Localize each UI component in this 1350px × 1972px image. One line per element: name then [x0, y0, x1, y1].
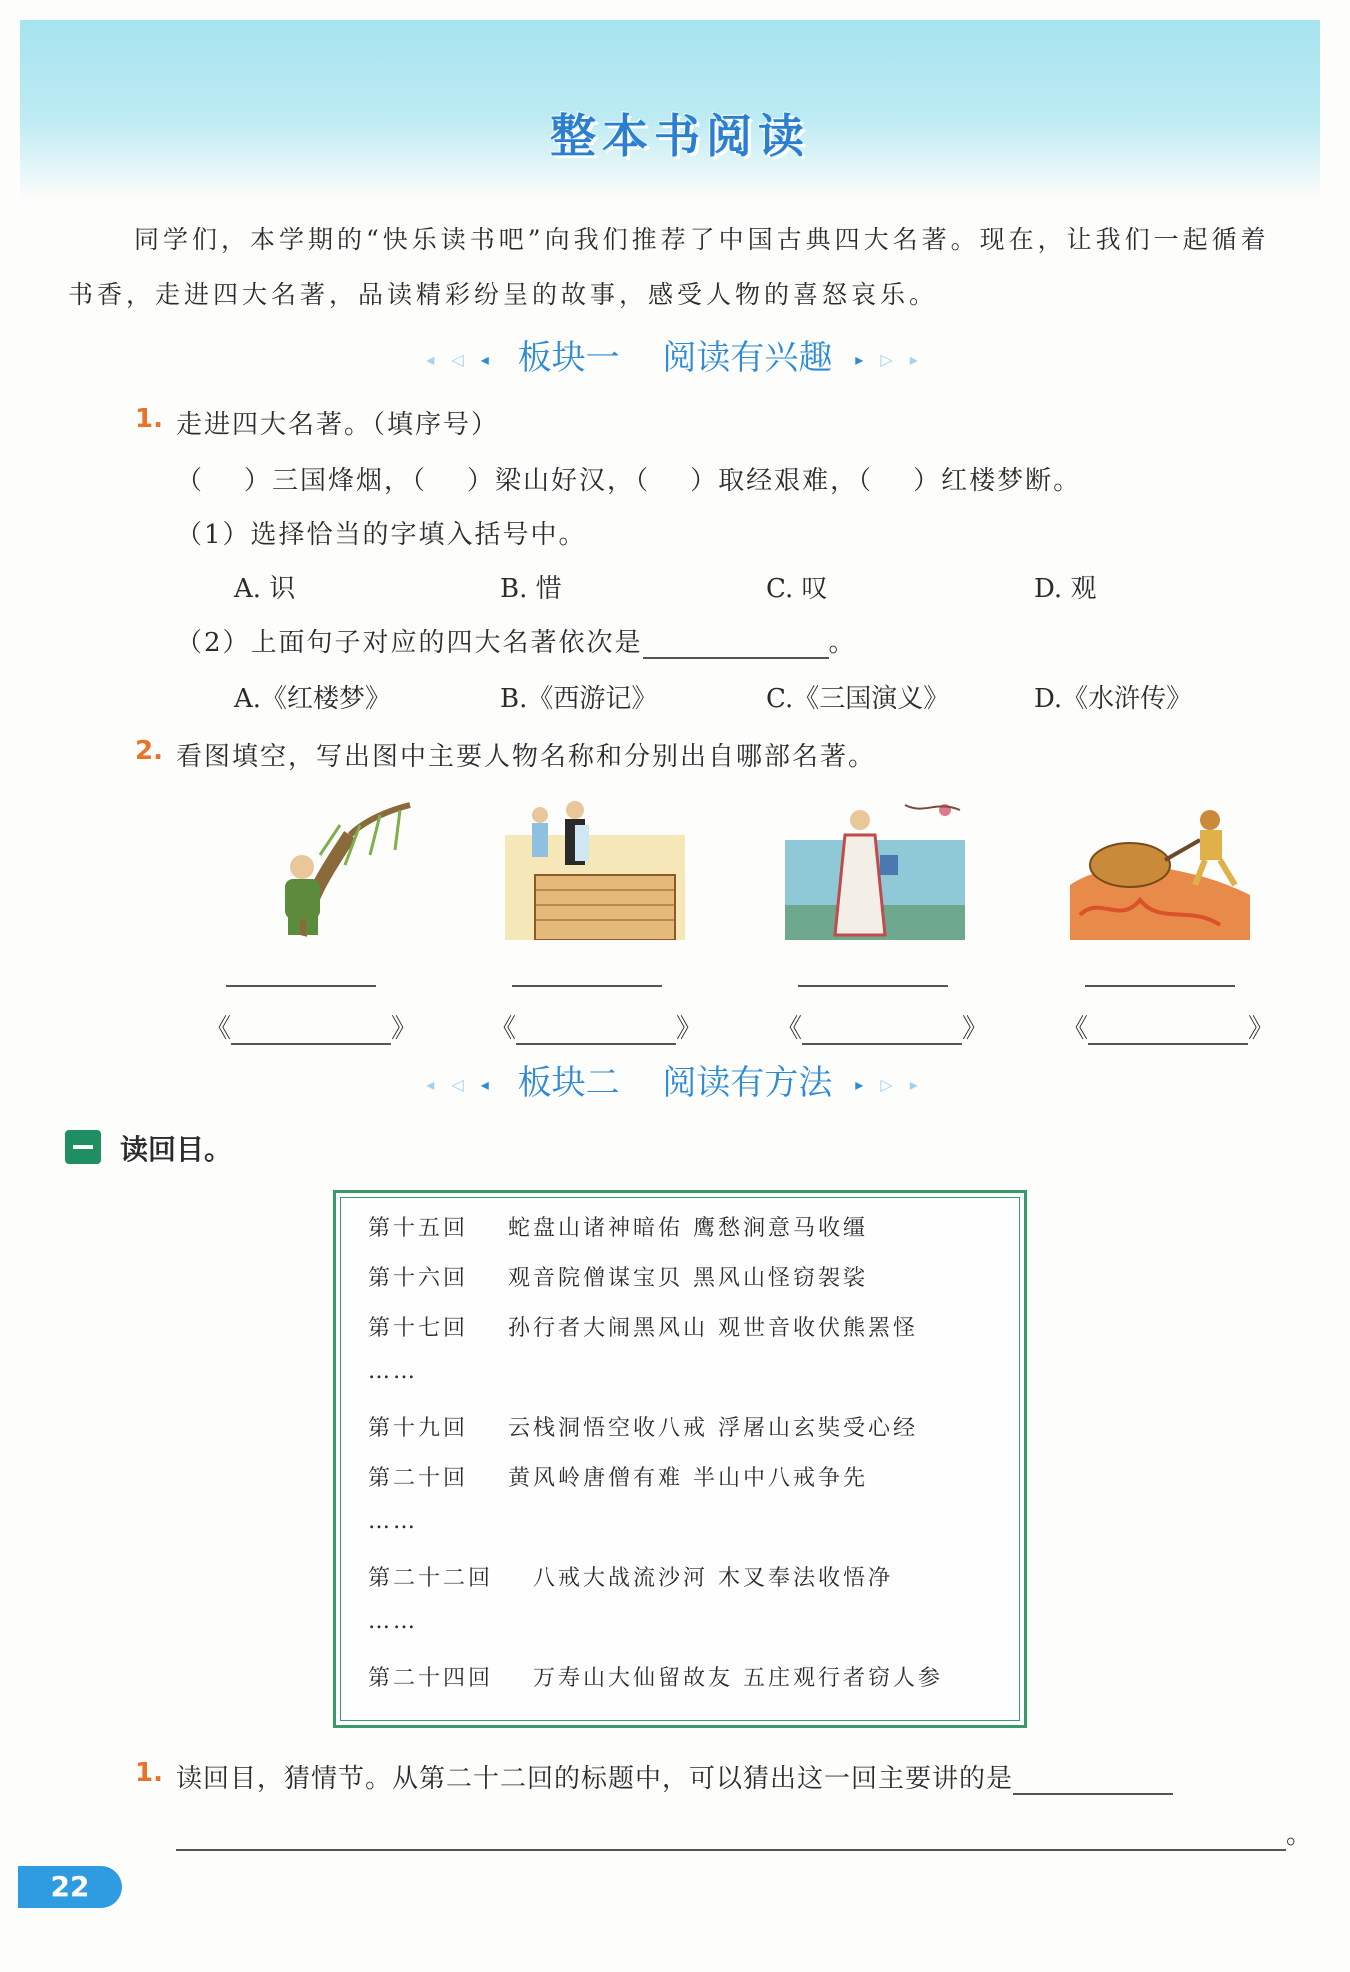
section2-heading [0, 1055, 1350, 1104]
book-title-row-1: 《 》 [205, 1014, 418, 1044]
part2-answer-blank[interactable] [643, 631, 829, 659]
book-title-row-4: 《 》 [1062, 1014, 1275, 1044]
part1-option-b: B. 惜 [500, 574, 562, 604]
book-title-blank-2[interactable] [516, 1017, 676, 1045]
section2-subtitle: 阅读有方法 [662, 1063, 833, 1103]
page-title: 整本书阅读 [550, 109, 810, 163]
page-number: 22 [18, 1866, 122, 1908]
toc-row: 第二十二回 八戒大战流沙河 木叉奉法收悟净 [368, 1566, 893, 1591]
section1-subtitle: 阅读有兴趣 [662, 338, 833, 378]
part2-option-b: B.《西游记》 [500, 684, 658, 714]
character-name-blank-4[interactable] [1085, 985, 1235, 987]
right-arrows-icon: ▸ ▷ ▸ [855, 1075, 924, 1094]
book-title-blank-4[interactable] [1088, 1017, 1248, 1045]
section2-q1-row [176, 1758, 1173, 1795]
part-title: 读回目。 [120, 1133, 233, 1166]
illustration-daiyu-flowers [785, 795, 965, 940]
part2-row: （2）上面句子对应的四大名著依次是 。 [176, 628, 857, 658]
toc-row: 第十六回 观音院僧谋宝贝 黑风山怪窃袈裟 [368, 1266, 868, 1291]
left-arrows-icon: ◂ ◁ ◂ [426, 350, 495, 369]
section2-q1-blank-2[interactable] [176, 1823, 1286, 1851]
intro-paragraph: 同学们，本学期的“快乐读书吧”向我们推荐了中国古典四大名著。现在，让我们一起循着书香，走进四大名著，品读精彩纷呈的故事，感受人物的喜怒哀乐。 [68, 225, 1270, 309]
part-one-badge-icon [65, 1130, 101, 1164]
part2-option-d: D.《水浒传》 [1034, 684, 1193, 714]
toc-row: 第十九回 云栈洞悟空收八戒 浮屠山玄奘受心经 [368, 1416, 918, 1441]
left-arrows-icon: ◂ ◁ ◂ [426, 1075, 495, 1094]
character-name-blank-2[interactable] [512, 985, 662, 987]
section1-label: 板块一 [517, 338, 620, 378]
book-title-row-3: 《 》 [776, 1014, 989, 1044]
fill-item-3: ）取经艰难， [690, 466, 859, 496]
illustration-lu-zhishen-willow [240, 795, 420, 940]
toc-row: 第十七回 孙行者大闹黑风山 观世音收伏熊罴怪 [368, 1316, 918, 1341]
fill-item-4: ）红楼梦断。 [913, 466, 1082, 496]
toc-row: …… [368, 1359, 418, 1384]
question2-prompt: 看图填空，写出图中主要人物名称和分别出自哪部名著。 [176, 742, 877, 772]
section1-heading [0, 330, 1350, 379]
question-number-3: 1. [135, 1758, 163, 1788]
toc-row: 第二十回 黄风岭唐僧有难 半山中八戒争先 [368, 1466, 868, 1491]
illustration-zhuge-liang-city [505, 795, 685, 940]
toc-row: …… [368, 1509, 418, 1534]
section2-q1-prompt: 读回目，猜情节。从第二十二回的标题中，可以猜出这一回主要讲的是 [176, 1764, 1014, 1794]
toc-row: …… [368, 1609, 418, 1634]
question-prompt: 走进四大名著。（填序号） [176, 410, 500, 440]
character-name-blank-3[interactable] [798, 985, 948, 987]
toc-row: 第二十四回 万寿山大仙留故友 五庄观行者窃人参 [368, 1666, 943, 1691]
section2-q1-blank-1[interactable] [1013, 1767, 1173, 1795]
illustration-monkey-king-fan [1070, 795, 1250, 940]
question-number-2: 2. [135, 736, 163, 766]
part2-prompt: （2）上面句子对应的四大名著依次是 [176, 628, 643, 658]
book-title-row-2: 《 》 [490, 1014, 703, 1044]
part1-prompt: （1）选择恰当的字填入括号中。 [176, 520, 587, 550]
part2-option-a: A.《红楼梦》 [234, 684, 392, 714]
part1-option-d: D. 观 [1034, 574, 1097, 604]
part1-option-a: A. 识 [234, 574, 296, 604]
right-arrows-icon: ▸ ▷ ▸ [855, 350, 924, 369]
toc-row: 第十五回 蛇盘山诸神暗佑 鹰愁涧意马收缰 [368, 1216, 868, 1241]
fill-item-2: ）梁山好汉， [467, 466, 636, 496]
fill-item-1: ）三国烽烟， [244, 466, 413, 496]
book-title-blank-3[interactable] [802, 1017, 962, 1045]
book-title-blank-1[interactable] [231, 1017, 391, 1045]
section2-label: 板块二 [517, 1063, 620, 1103]
question-number: 1. [135, 404, 163, 434]
fill-in-row: （ ）三国烽烟，（ ）梁山好汉，（ ）取经艰难，（ ）红楼梦断。 [176, 466, 1082, 496]
part1-option-c: C. 叹 [766, 574, 828, 604]
part2-option-c: C.《三国演义》 [766, 684, 950, 714]
section2-q1-continuation: 。 [176, 1814, 1314, 1851]
character-name-blank-1[interactable] [226, 985, 376, 987]
chapter-list-box [333, 1190, 1027, 1728]
